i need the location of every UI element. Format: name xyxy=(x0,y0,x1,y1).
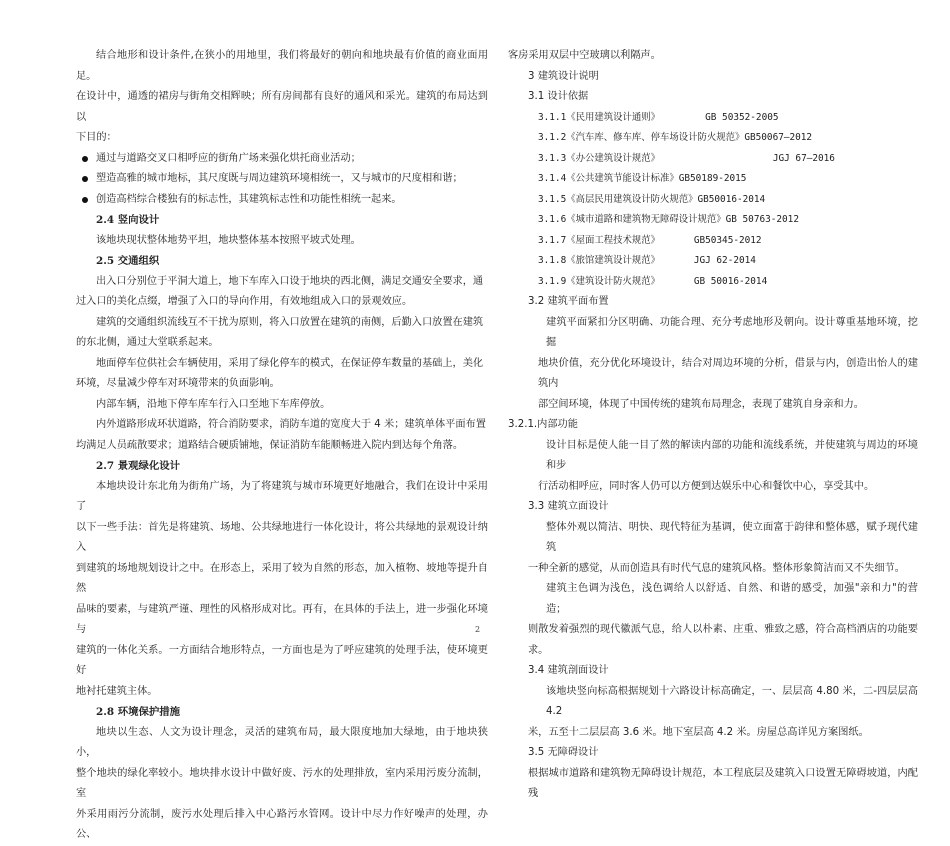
paragraph-line: 内外道路形成环状道路，符合消防要求，消防车道的宽度大于 4 米；建筑单体平面布置 xyxy=(96,419,486,430)
section-heading-2-4: 2.4 竖向设计 xyxy=(96,214,160,226)
paragraph-line: 出入口分别位于平洞大道上，地下车库入口设于地块的西北侧，满足交通安全要求，通 xyxy=(96,275,484,287)
paragraph-line: 地块以生态、人文为设计理念，灵活的建筑布局，最大限度地加大绿地，由于地块狭小， xyxy=(76,726,488,758)
left-column xyxy=(76,46,488,846)
section-heading-3-2-1: 3.2.1.内部功能 xyxy=(508,419,578,430)
reference-item: 3.1.5《高层民用建筑设计防火规范》GB50016-2014 xyxy=(538,193,766,205)
reference-item: 3.1.1《民用建筑设计通则》 GB 50352-2005 xyxy=(538,111,779,123)
paragraph-line: 该地块竖向标高根据规划十六路设计标高确定，一、层层高 4.80 米，二-四层层高 4.2 xyxy=(546,685,918,717)
list-item-text: 通过与道路交叉口相呼应的街角广场来强化烘托商业活动； xyxy=(96,152,361,164)
bullet-dot-icon xyxy=(82,156,88,162)
list-item-text: 塑造高雅的城市地标，其尺度既与周边建筑环境相统一，又与城市的尺度相和谐； xyxy=(96,173,463,184)
reference-item: 3.1.3《办公建筑设计规范》 JGJ 67—2016 xyxy=(538,152,835,164)
section-heading-3: 3 建筑设计说明 xyxy=(528,70,599,82)
paragraph-line: 地衬托建筑主体。 xyxy=(76,685,158,697)
section-heading-3-5: 3.5 无障碍设计 xyxy=(528,747,599,758)
section-heading-3-1: 3.1 设计依据 xyxy=(528,91,589,102)
paragraph-line: 到建筑的场地规划设计之中。在形态上，采用了较为自然的形态，加入植物、坡地等提升自然 xyxy=(76,562,488,594)
list-item-text: 创造高档综合楼独有的标志性，其建筑标志性和功能性相统一起来。 xyxy=(96,193,402,205)
paragraph-line: 以下一些手法：首先是将建筑、场地、公共绿地进行一体化设计，将公共绿地的景观设计纳入 xyxy=(76,521,488,553)
list-item xyxy=(76,149,488,170)
paragraph-line: 外采用雨污分流制，废污水处理后排入中心路污水管网。设计中尽力作好噪声的处理，办公、 xyxy=(76,808,488,840)
paragraph-line: 的东北侧，通过大堂联系起来。 xyxy=(76,337,219,348)
paragraph-line: 客房采用双层中空玻璃以利隔声。 xyxy=(508,50,661,61)
paragraph-line: 本地块设计东北角为街角广场，为了将建筑与城市环境更好地融合，我们在设计中采用了 xyxy=(76,480,488,512)
section-heading-3-2: 3.2 建筑平面布置 xyxy=(528,296,609,307)
paragraph-line: 设计目标是使人能一目了然的解读内部的功能和流线系统，并使建筑与周边的环境和步 xyxy=(546,439,918,471)
bullet-dot-icon xyxy=(82,197,88,203)
intro-line-1: 结合地形和设计条件,在狭小的用地里，我们将最好的朝向和地块最有价值的商业面用足。 xyxy=(76,50,488,82)
reference-item: 3.1.2《汽车库、修车库、停车场设计防火规范》GB50067—2012 xyxy=(538,132,813,143)
paragraph-line: 根据城市道路和建筑物无障碍设计规范，本工程底层及建筑入口设置无障碍坡道，内配残 xyxy=(528,767,918,799)
reference-item: 3.1.9《建筑设计防火规范》 GB 50016-2014 xyxy=(538,275,768,287)
paragraph-line: 品味的要素，与建筑严谨、理性的风格形成对比。再有，在具体的手法上，进一步强化环境与 xyxy=(76,603,488,635)
section-heading-2-7: 2.7 景观绿化设计 xyxy=(96,460,181,472)
paragraph-line: 部空间环境，体现了中国传统的建筑布局理念，表现了建筑自身亲和力。 xyxy=(538,398,864,410)
paragraph-line: 整个地块的绿化率较小。地块排水设计中做好废、污水的处理排放，室内采用污废分流制，室 xyxy=(76,767,488,799)
paragraph-line: 均满足人员疏散要求；道路结合硬质铺地，保证消防车能顺畅进入院内到达每个角落。 xyxy=(76,439,464,451)
reference-item: 3.1.7《屋面工程技术规范》 GB50345-2012 xyxy=(538,234,762,246)
section-heading-2-5: 2.5 交通组织 xyxy=(96,255,160,267)
list-item xyxy=(76,190,488,211)
paragraph-line: 建筑的交通组织流线互不干扰为原则，将入口放置在建筑的南侧，后勤入口放置在建筑 xyxy=(96,316,484,328)
paragraph-line: 内部车辆，沿地下停车库车行入口至地下车库停放。 xyxy=(96,398,331,410)
paragraph-line: 建筑平面紧扣分区明确、功能合理、充分考虑地形及朝向。设计尊重基地环境，挖掘 xyxy=(546,316,918,348)
right-column xyxy=(508,46,918,805)
section-heading-3-3: 3.3 建筑立面设计 xyxy=(528,501,609,512)
paragraph-line: 地面停车位供社会车辆使用，采用了绿化停车的模式，在保证停车数量的基础上，美化 xyxy=(96,357,484,369)
reference-item: 3.1.4《公共建筑节能设计标准》GB50189-2015 xyxy=(538,173,747,184)
paragraph-line: 则散发着强烈的现代徽派气息，给人以朴素、庄重、雅致之感，符合高档酒店的功能要求。 xyxy=(528,624,918,656)
section-heading-3-4: 3.4 建筑剖面设计 xyxy=(528,665,609,676)
list-item xyxy=(76,169,488,190)
bullet-dot-icon xyxy=(82,176,88,182)
paragraph: 该地块现状整体地势平坦，地块整体基本按照平坡式处理。 xyxy=(96,234,361,246)
paragraph-line: 建筑的一体化关系。一方面结合地形特点，一方面也是为了呼应建筑的处理手法，使环境更好 xyxy=(76,644,488,676)
paragraph-line: 米，五至十二层层高 3.6 米。地下室层高 4.2 米。房屋总高详见方案图纸。 xyxy=(528,726,869,738)
paragraph-line: 整体外观以简洁、明快、现代特征为基调，使立面富于韵律和整体感，赋予现代建筑 xyxy=(546,521,918,553)
paragraph-line: 行活动相呼应，同时客人仍可以方便到达娱乐中心和餐饮中心，享受其中。 xyxy=(538,480,875,492)
intro-line-2: 在设计中，通透的裙房与街角交相辉映；所有房间都有良好的通风和采光。建筑的布局达到以 xyxy=(76,91,488,123)
paragraph-line: 过入口的美化点缀，增强了入口的导向作用，有效地组成入口的景观效应。 xyxy=(76,296,413,307)
reference-item: 3.1.6《城市道路和建筑物无障碍设计规范》GB 50763-2012 xyxy=(538,214,799,225)
paragraph-line: 建筑主色调为浅色，浅色调给人以舒适、自然、和谐的感受，加强"亲和力"的营造； xyxy=(546,583,918,615)
paragraph-line: 一种全新的感觉，从而创造具有时代气息的建筑风格。整体形象简洁而又不失细节。 xyxy=(528,562,905,574)
page-number: 2 xyxy=(475,625,481,634)
paragraph-line: 环境，尽量减少停车对环境带来的负面影响。 xyxy=(76,378,280,389)
intro-line-3: 下目的： xyxy=(76,132,117,143)
paragraph-line: 地块价值，充分优化环境设计，结合对周边环境的分析，借景与内，创造出怡人的建筑内 xyxy=(538,357,918,389)
reference-item: 3.1.8《旅馆建筑设计规范》 JGJ 62-2014 xyxy=(538,255,756,266)
section-heading-2-8: 2.8 环境保护措施 xyxy=(96,706,181,718)
